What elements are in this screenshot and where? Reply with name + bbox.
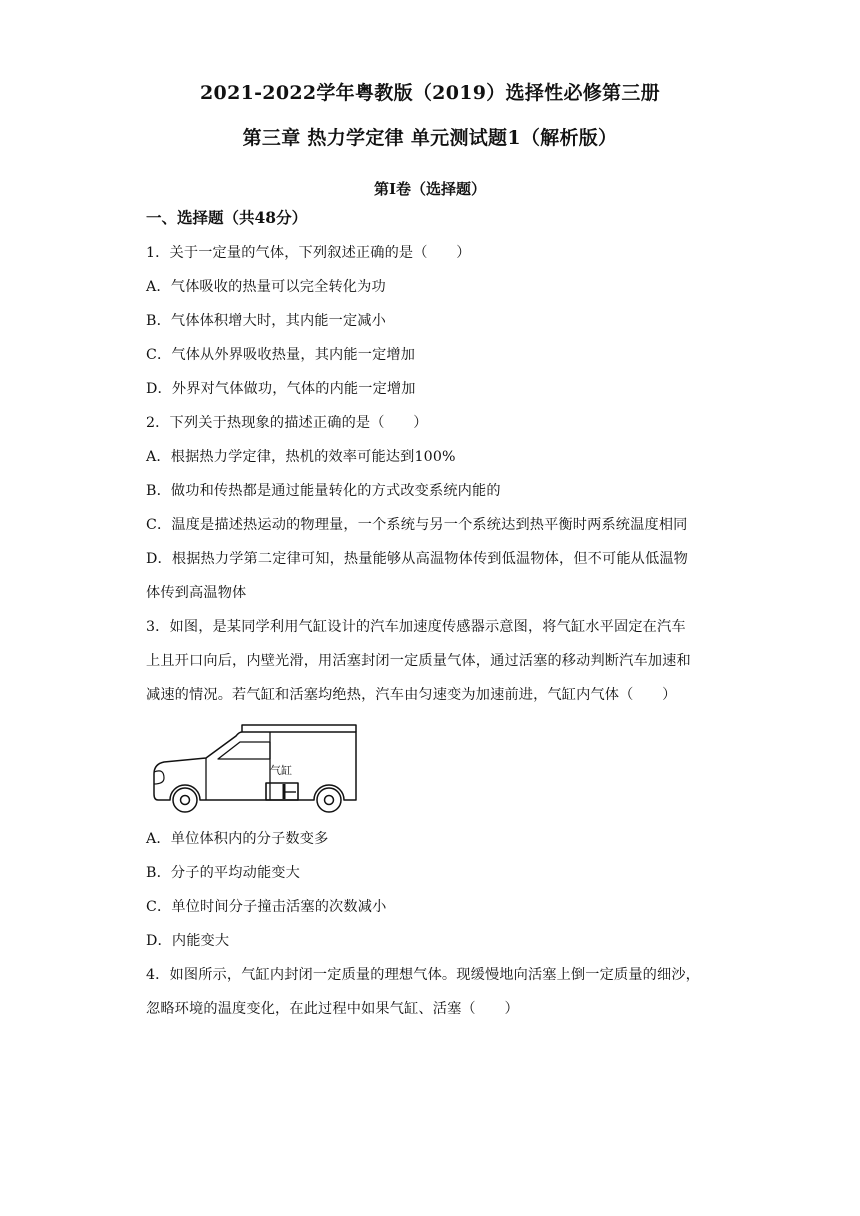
question-1-stem: 1．关于一定量的气体，下列叙述正确的是（ ）	[146, 245, 471, 261]
question-3-stem-line1: 3．如图，是某同学利用气缸设计的汽车加速度传感器示意图，将气缸水平固定在汽车	[146, 619, 686, 635]
cylinder-label: 气缸	[270, 764, 292, 777]
car-cylinder-figure	[150, 722, 362, 814]
document-title-line2: 第三章 热力学定律 单元测试题1（解析版）	[242, 127, 618, 149]
question-3-stem-line2: 上且开口向后，内壁光滑，用活塞封闭一定质量气体，通过活塞的移动判断汽车加速和	[146, 653, 691, 669]
document-title-line1: 2021-2022学年粤教版（2019）选择性必修第三册	[200, 82, 660, 104]
question-2-option-c: C．温度是描述热运动的物理量，一个系统与另一个系统达到热平衡时两系统温度相同	[146, 517, 688, 533]
question-3-stem-line3: 减速的情况。若气缸和活塞均绝热，汽车由匀速变为加速前进，气缸内气体（ ）	[146, 687, 677, 703]
question-1-option-a: A．气体吸收的热量可以完全转化为功	[146, 279, 386, 295]
question-2-option-a: A．根据热力学定律，热机的效率可能达到100%	[146, 449, 456, 465]
question-3-option-b: B．分子的平均动能变大	[146, 865, 300, 881]
volume-label: 第Ⅰ卷（选择题）	[373, 180, 487, 198]
question-2-option-b: B．做功和传热都是通过能量转化的方式改变系统内能的	[146, 483, 501, 499]
question-1-option-c: C．气体从外界吸收热量，其内能一定增加	[146, 347, 416, 363]
question-1-option-b: B．气体体积增大时，其内能一定减小	[146, 313, 386, 329]
headlight	[154, 771, 164, 784]
front-wheel	[173, 788, 197, 812]
question-4-stem-line1: 4．如图所示，气缸内封闭一定质量的理想气体。现缓慢地向活塞上倒一定质量的细沙，	[146, 967, 701, 983]
car-window	[218, 742, 270, 759]
question-3-option-d: D．内能变大	[146, 933, 230, 949]
question-4-stem-line2: 忽略环境的温度变化，在此过程中如果气缸、活塞（ ）	[146, 1001, 519, 1017]
rear-wheel	[317, 788, 341, 812]
roof-rack	[242, 725, 356, 732]
question-2-option-d-line1: D．根据热力学第二定律可知，热量能够从高温物体传到低温物体，但不可能从低温物	[146, 551, 689, 567]
question-1-option-d: D．外界对气体做功，气体的内能一定增加	[146, 381, 416, 397]
question-3-option-c: C．单位时间分子撞击活塞的次数减小	[146, 899, 387, 915]
question-3-option-a: A．单位体积内的分子数变多	[146, 831, 329, 847]
question-2-option-d-line2: 体传到高温物体	[146, 585, 247, 601]
section-label: 一、选择题（共48分）	[146, 208, 308, 227]
question-2-stem: 2．下列关于热现象的描述正确的是（ ）	[146, 415, 428, 431]
